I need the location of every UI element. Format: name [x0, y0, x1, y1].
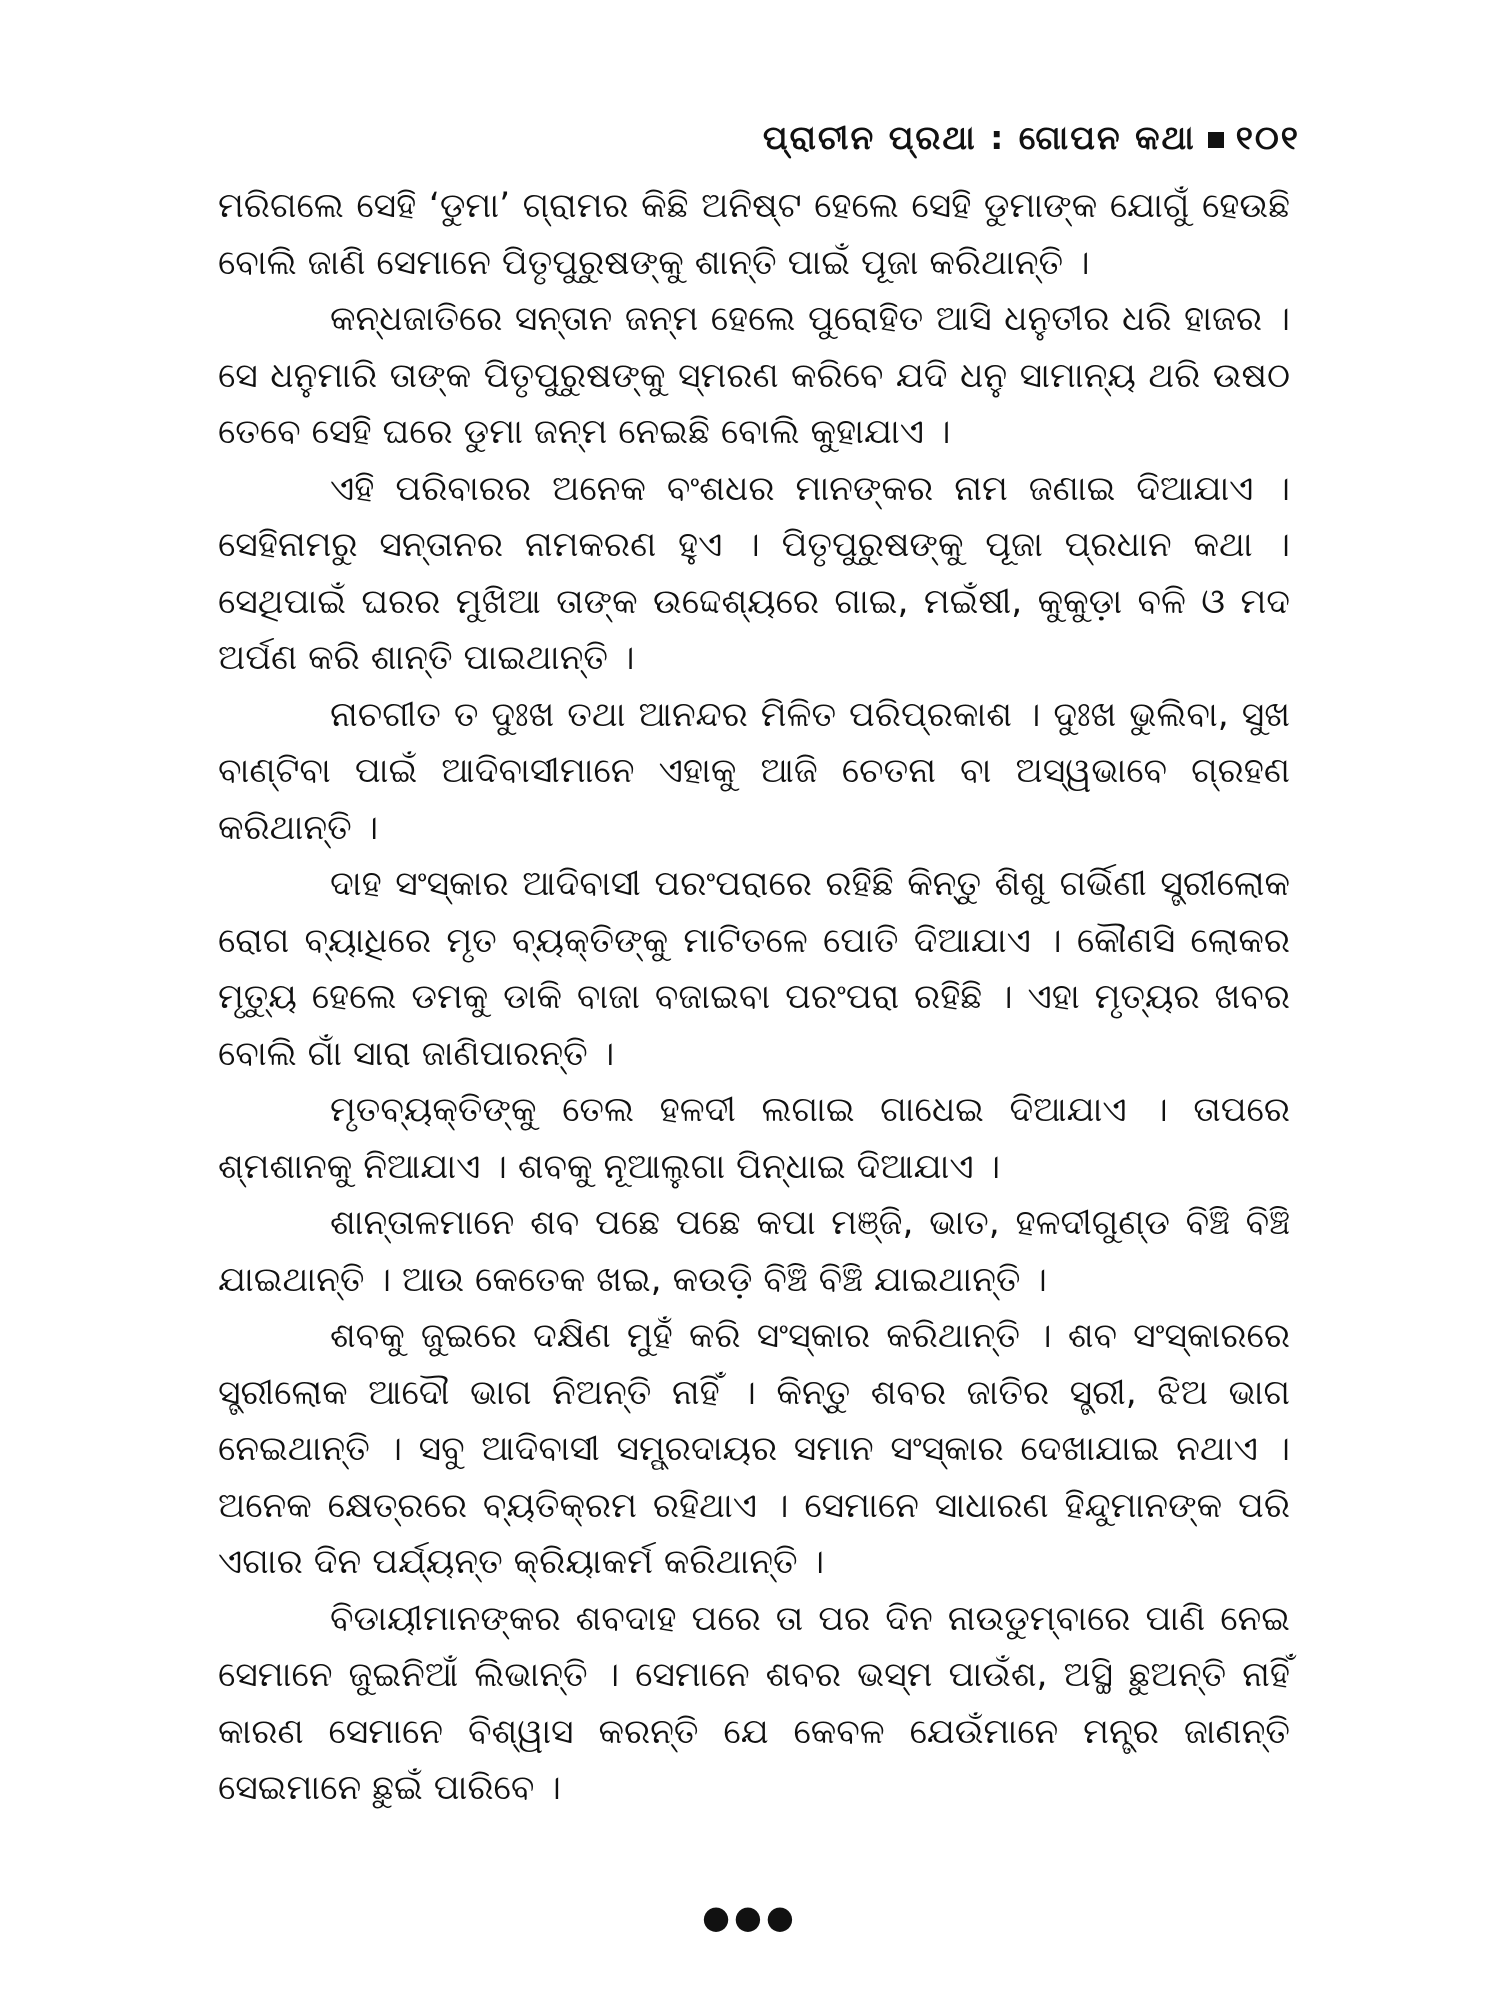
separator-square-icon: [1208, 132, 1224, 148]
paragraph: କନ୍ଧଜାତିରେ ସନ୍ତାନ ଜନ୍ମ ହେଲେ ପୁରୋହିତ ଆସି ଧନୁତୀର ଧରି ହାଜର । ସେ ଧନୁମାରି ତାଙ୍କ ପିତୃପୁରୁଷଙ୍କୁ ସ୍ମରଣ କରିବେ ଯଦି ଧନୁ ସାମାନ୍ୟ ଥରି ଉଷଠ ତେବେ ସେହି ଘରେ ଡୁମା ଜନ୍ମ ନେଇଛି ବୋଲି କୁହାଯାଏ ।: [218, 299, 1290, 452]
running-head: [763, 118, 1300, 158]
paragraph: ମରିଗଲେ ସେହି ‘ଡୁମା’ ଗ୍ରାମର କିଛି ଅନିଷ୍ଟ ହେଲେ ସେହି ଡୁମାଙ୍କ ଯୋଗୁଁ ହେଉଛି ବୋଲି ଜାଣି ସେମାନେ ପିତୃପୁରୁଷଙ୍କୁ ଶାନ୍ତି ପାଇଁ ପୂଜା କରିଥାନ୍ତି ।: [218, 186, 1290, 283]
body-text: [218, 178, 1290, 1817]
page-number: ୧୦୧: [1235, 118, 1300, 157]
paragraph: ମୃତବ୍ୟକ୍ତିଙ୍କୁ ତେଲ ହଳଦୀ ଲଗାଇ ଗାଧେଇ ଦିଆଯାଏ । ତାପରେ ଶ୍ମଶାନକୁ ନିଆଯାଏ । ଶବକୁ ନୂଆଲୁଗା ପିନ୍ଧାଇ ଦିଆଯାଏ ।: [218, 1090, 1290, 1187]
paragraph: ଏହି ପରିବାରର ଅନେକ ବଂଶଧର ମାନଙ୍କର ନାମ ଜଣାଇ ଦିଆଯାଏ । ସେହିନାମରୁ ସନ୍ତାନର ନାମକରଣ ହୁଏ । ପିତୃପୁରୁଷଙ୍କୁ ପୂଜା ପ୍ରଧାନ କଥା । ସେଥିପାଇଁ ଘରର ମୁଖିଆ ତାଙ୍କ ଉଦ୍ଦେଶ୍ୟରେ ଗାଇ, ମଇଁଷୀ, କୁକୁଡ଼ା ବଳି ଓ ମଦ ଅର୍ପଣ କରି ଶାନ୍ତି ପାଇଥାନ୍ତି ।: [218, 468, 1290, 678]
paragraph: ଶାନ୍ତାଳମାନେ ଶବ ପଛେ ପଛେ କପା ମଞ୍ଜି, ଭାତ, ହଳଦୀଗୁଣ୍ଡ ବିଞ୍ଚି ବିଞ୍ଚି ଯାଇଥାନ୍ତି । ଆଉ କେତେକ ଖଇ, କଉଡ଼ି ବିଞ୍ଚି ବିଞ୍ଚି ଯାଇଥାନ୍ତି ।: [218, 1203, 1290, 1300]
section-end-ornament: ●●●: [702, 1898, 798, 1936]
paragraph: ବିଡାୟୀମାନଙ୍କର ଶବଦାହ ପରେ ତା ପର ଦିନ ନାଉଡୁମ୍ବାରେ ପାଣି ନେଇ ସେମାନେ ଜୁଇନିଆଁ ଲିଭାନ୍ତି । ସେମାନେ ଶବର ଭସ୍ମ ପାଉଁଶ, ଅସ୍ଥି ଛୁଅନ୍ତି ନାହିଁ କାରଣ ସେମାନେ ବିଶ୍ୱାସ କରନ୍ତି ଯେ କେବଳ ଯେଉଁମାନେ ମନ୍ତ୍ର ଜାଣନ୍ତି ସେଇମାନେ ଛୁଇଁ ପାରିବେ ।: [218, 1598, 1290, 1808]
paragraph: ନାଚଗୀତ ତ ଦୁଃଖ ତଥା ଆନନ୍ଦର ମିଳିତ ପରିପ୍ରକାଶ । ଦୁଃଖ ଭୁଲିବା, ସୁଖ ବାଣ୍ଟିବା ପାଇଁ ଆଦିବାସୀମାନେ ଏହାକୁ ଆଜି ଚେତନା ବା ଅସ୍ୱଭାବେ ଗ୍ରହଣ କରିଥାନ୍ତି ।: [218, 694, 1290, 848]
paragraph: ଶବକୁ ଜୁଇରେ ଦକ୍ଷିଣ ମୁହଁ କରି ସଂସ୍କାର କରିଥାନ୍ତି । ଶବ ସଂସ୍କାରରେ ସ୍ତ୍ରୀଲୋକ ଆଦୌ ଭାଗ ନିଅନ୍ତି ନାହିଁ । କିନ୍ତୁ ଶବର ଜାତିର ସ୍ତ୍ରୀ, ଝିଅ ଭାଗ ନେଇଥାନ୍ତି । ସବୁ ଆଦିବାସୀ ସମ୍ପ୍ରଦାୟର ସମାନ ସଂସ୍କାର ଦେଖାଯାଇ ନଥାଏ । ଅନେକ କ୍ଷେତ୍ରରେ ବ୍ୟତିକ୍ରମ ରହିଥାଏ । ସେମାନେ ସାଧାରଣ ହିନ୍ଦୁମାନଙ୍କ ପରି ଏଗାର ଦିନ ପର୍ଯ୍ୟନ୍ତ କ୍ରିୟାକର୍ମ କରିଥାନ୍ତି ।: [218, 1316, 1290, 1582]
paragraph: ଦାହ ସଂସ୍କାର ଆଦିବାସୀ ପରଂପରାରେ ରହିଛି କିନ୍ତୁ ଶିଶୁ ଗର୍ଭିଣୀ ସ୍ତ୍ରୀଲୋକ ରୋଗ ବ୍ୟାଧିରେ ମୃତ ବ୍ୟକ୍ତିଙ୍କୁ ମାଟିତଳେ ପୋତି ଦିଆଯାଏ । କୌଣସି ଲୋକର ମୃତ୍ୟୁ ହେଲେ ଡମକୁ ଡାକି ବାଜା ବଜାଇବା ପରଂପରା ରହିଛି । ଏହା ମୃତ୍ୟର ଖବର ବୋଲି ଗାଁ ସାରା ଜାଣିପାରନ୍ତି ।: [218, 864, 1290, 1074]
running-head-title: ପ୍ରାଚୀନ ପ୍ରଥା : ଗୋପନ କଥା: [762, 118, 1196, 157]
